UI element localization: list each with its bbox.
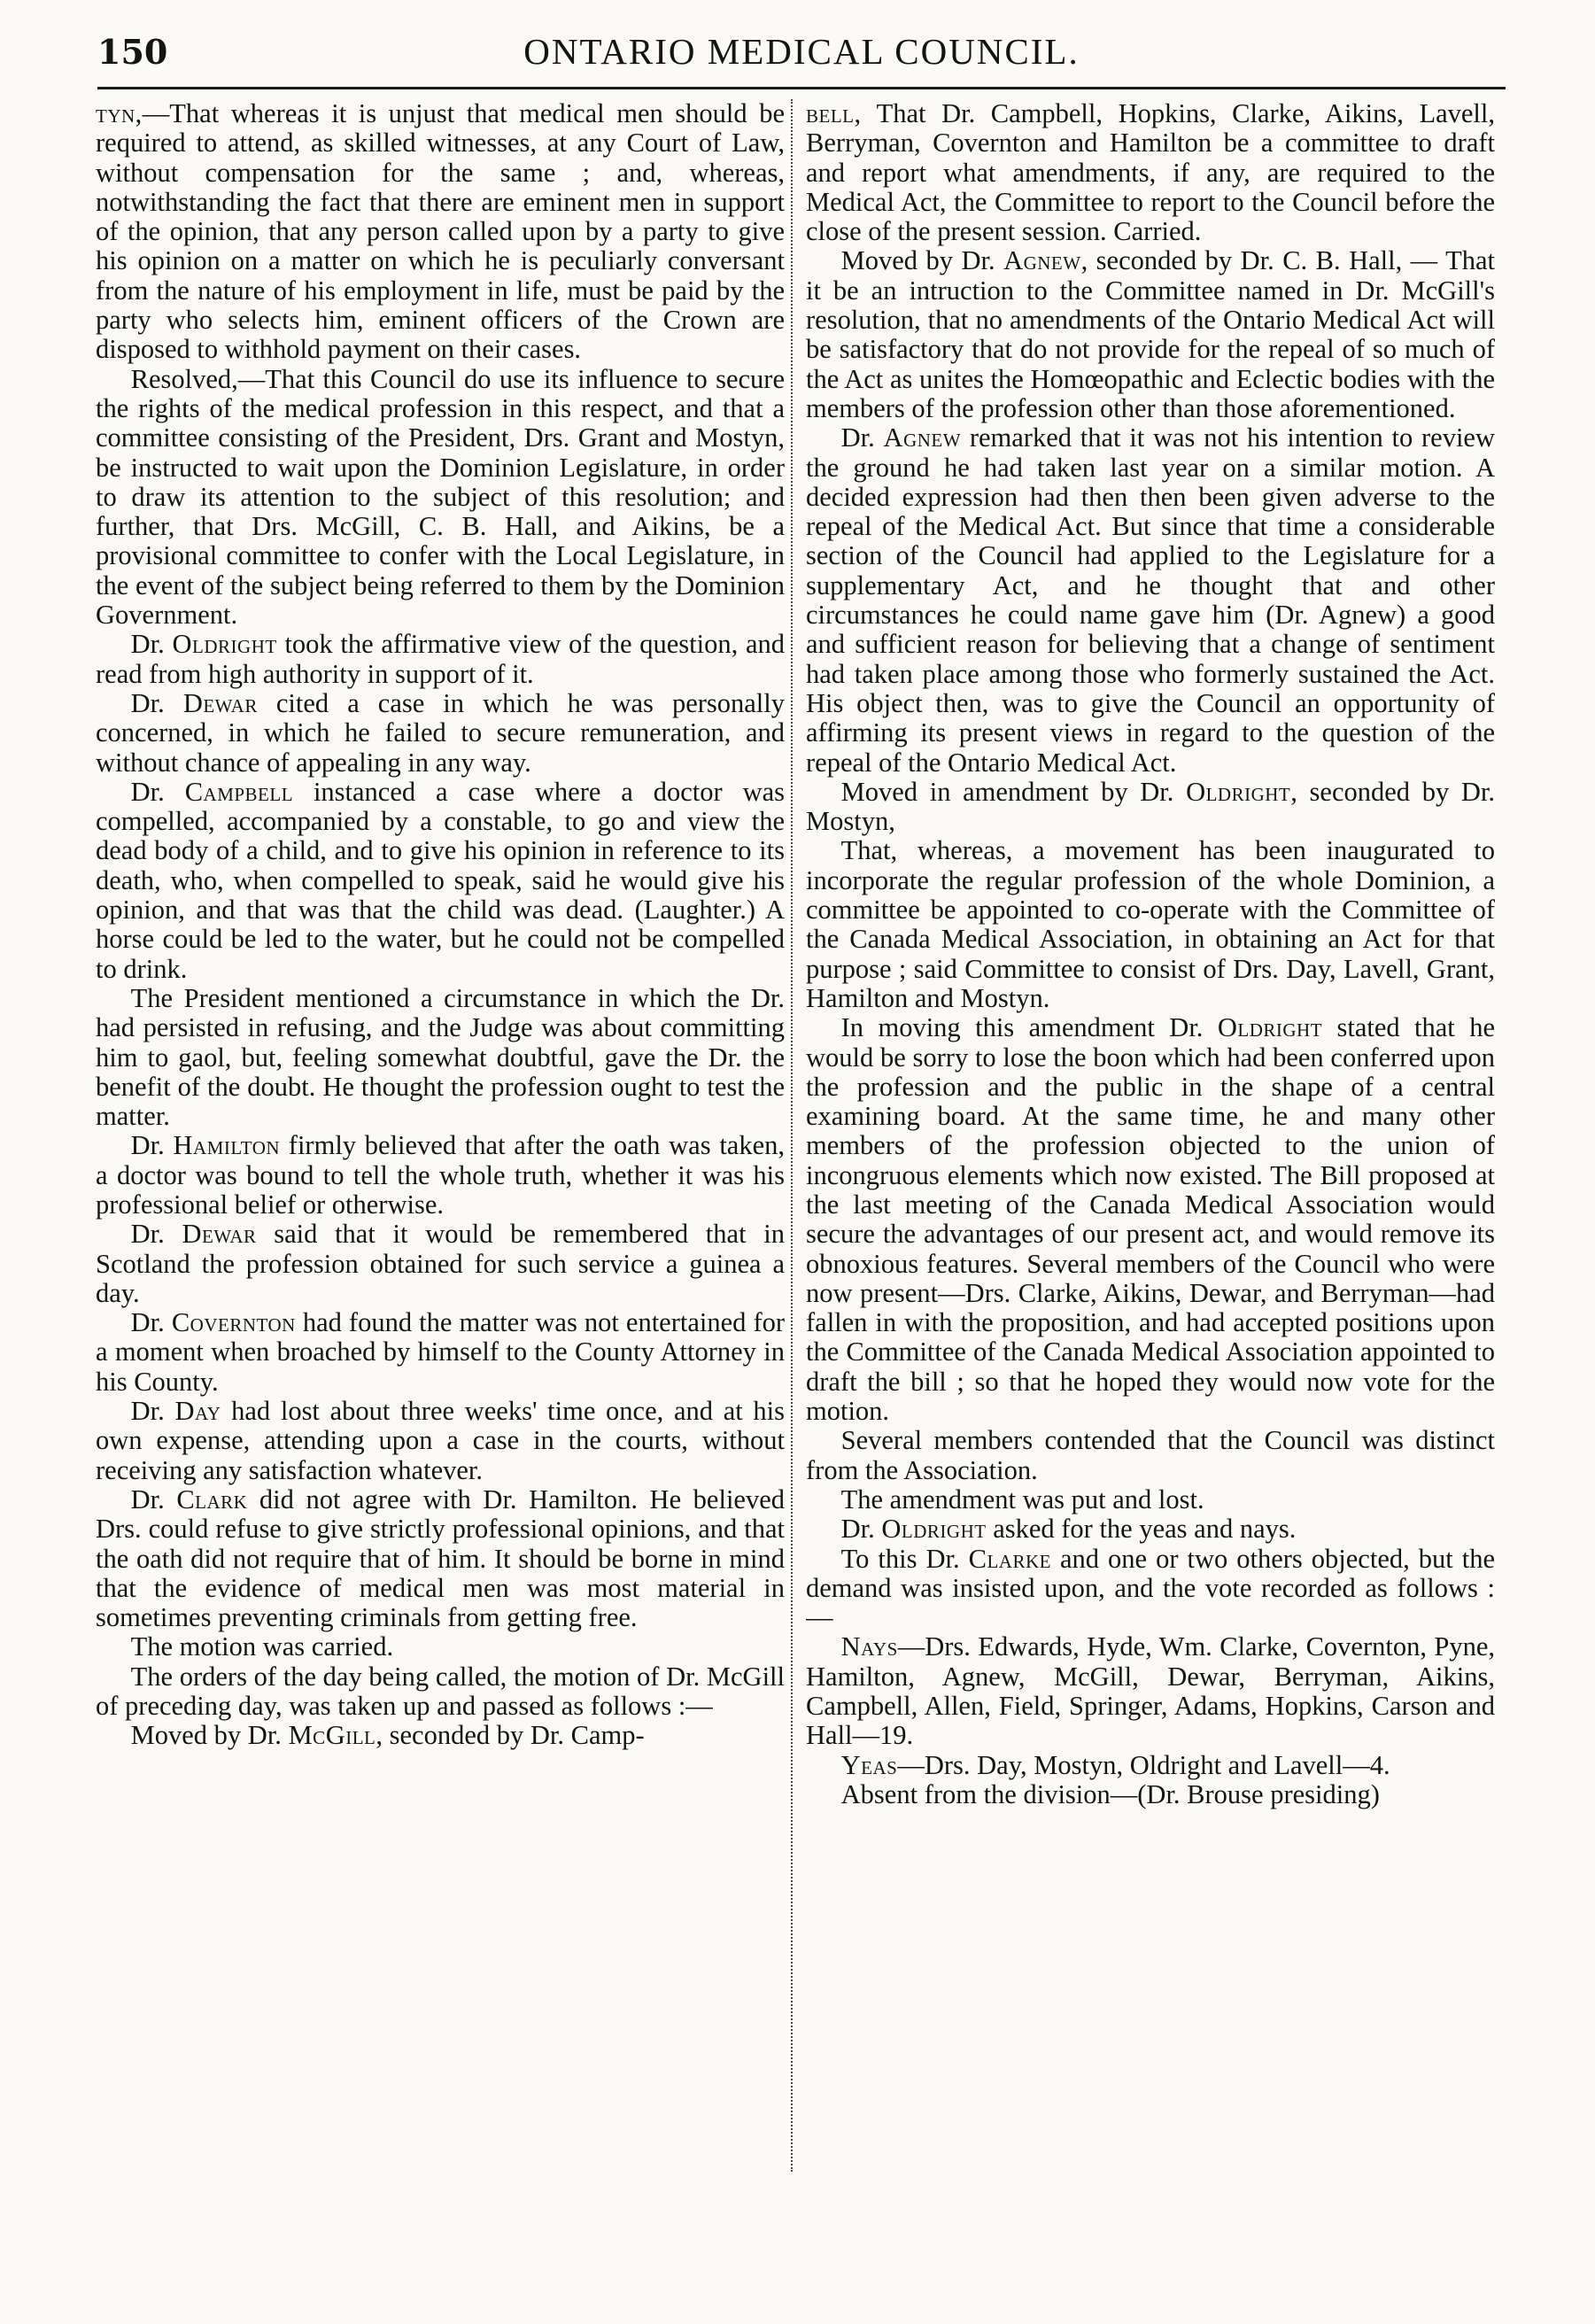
paragraph-text: did not agree with Dr. Hamilton. He believed Drs. could refuse to give strictly professional opinions, and that the oath did not require that of him. It should be borne in mind that the evidence of medical men was most material in sometimes preventing criminals from getting free. [96,1483,785,1633]
paragraph-text: said that it would be remembered that in Scotland the profession obtained for such service a guinea a day. [96,1219,785,1308]
speaker-name: Campbell [184,776,294,807]
page-header [97,27,1506,80]
paragraph-text: Moved by Dr. [130,1720,289,1751]
paragraph-text: , seconded by Dr. C. B. Hall, — That it be an intruction to the Committee named in Dr. McGill's resolution, that no amendments of the Ontario Medical Act will be satisfactory that do not provide for the repeal of so much of the Act as unites the Homœopathic and Eclectic bodies with the members of the profession other than those aforementioned. [806,245,1495,423]
paragraph-text: Dr. [130,687,183,718]
speaker-name: Nays [840,1631,898,1662]
speaker-name: Agnew [1003,245,1081,276]
paragraph [806,246,1495,423]
paragraph-text: stated that he would be sorry to lose the boon which had been conferred upon the profession and the public in the shape of a central examining board. At the same time, he and many other members of the profession objected to the union of incongruous elements which now existed. The Bill proposed at the last meeting of the Canada Medical Association would secure the advantages of our present act, and would remove its obnoxious features. Several members of the Council who were now present—Drs. Clarke, Aikins, Dewar, and Berryman—had fallen in with the proposition, and had accepted positions upon the Committee of the Canada Medical Association appointed to draft the bill ; so that he hoped they would now vote for the motion. [806,1012,1495,1427]
paragraph-text: In moving this amendment Dr. [840,1012,1218,1043]
paragraph [96,365,785,631]
paragraph-text: Several members contended that the Council was distinct from the Association. [806,1425,1495,1485]
paragraph [806,1751,1495,1780]
paragraph [806,1514,1495,1544]
paragraph-text: Moved by Dr. [840,245,1004,276]
paragraph-text: Moved in amendment by Dr. [840,776,1187,807]
paragraph [806,778,1495,837]
paragraph-text: To this Dr. [840,1543,969,1574]
paragraph-text: —Drs. Edwards, Hyde, Wm. Clarke, Covernton, Pyne, Hamilton, Agnew, McGill, Dewar, Berryman, Aikins, Campbell, Allen, Field, Springer, Adams, Hopkins, Carson and Hall—19. [806,1631,1495,1751]
speaker-name: bell, [806,99,862,128]
page-number: 150 [97,32,168,72]
paragraph [806,836,1495,1013]
paragraph-text: —Drs. Day, Mostyn, Oldright and Lavell—4. [897,1749,1390,1780]
paragraph [96,689,785,778]
paragraph-text: That Dr. Campbell, Hopkins, Clarke, Aikins, Lavell, Berryman, Covernton and Hamilton be a committee to draft and report what amendments, if any, are required to the Medical Act, the Committee to report to the Council before the close of the present session. Carried. [806,99,1495,247]
paragraph [96,1131,785,1220]
paragraph-text: Dr. [130,1219,182,1250]
speaker-name: Oldright [881,1514,987,1545]
speaker-name: tyn, [96,99,143,128]
paragraph-text: firmly believed that after the oath was taken, a doctor was bound to tell the whole truth, whether it was his professional belief or otherwise. [96,1130,785,1220]
paragraph-text: and one or two others objected, but the demand was insisted upon, and the vote recorded as follows :— [806,1543,1495,1633]
paragraph [96,1632,785,1662]
speaker-name: McGill [288,1720,376,1751]
paragraph [806,1013,1495,1426]
paragraph-text: instanced a case where a doctor was compelled, accompanied by a constable, to go and view the dead body of a child, and to give his opinion in reference to its death, who, when compelled to speak, said he would give his opinion, and that was that the child was dead. (Laughter.) A horse could be led to the water, but he could not be compelled to drink. [96,776,785,984]
paragraph-text: Dr. [840,422,884,453]
paragraph-text: Dr. [840,1514,882,1545]
paragraph-text: cited a case in which he was personally concerned, in which he failed to secure remuneration, and without chance of appealing in any way. [96,687,785,778]
paragraph-text: The orders of the day being called, the motion of Dr. McGill of preceding day, was taken up and passed as follows :— [96,1661,785,1722]
paragraph-text: , seconded by Dr. Camp- [376,1720,645,1751]
speaker-name: Yeas [840,1749,898,1780]
paragraph-text: had found the matter was not entertained for a moment when broached by himself to the County Attorney in his County. [96,1307,785,1397]
left-column [96,99,785,2172]
paragraph-text: The motion was carried. [130,1631,394,1662]
paragraph [806,1426,1495,1485]
paragraph-text: Dr. [130,629,173,660]
paragraph [96,1308,785,1397]
paragraph-text: remarked that it was not his intention to review the ground he had taken last year on a similar motion. A decided expression had then then been given adverse to the repeal of the Medical Act. But since that time a considerable section of the Council had applied to the Legislature for a supplementary Act, and he thought that and other circumstances he could name gave him (Dr. Agnew) a good and sufficient reason for believing that a change of sentiment had taken place among those who formerly sustained the Act. His object then, was to give the Council an opportunity of affirming its present views in regard to the question of the repeal of the Ontario Medical Act. [806,422,1495,778]
paragraph-text: took the affirmative view of the question, and read from high authority in support of it. [96,629,785,689]
paragraph [96,630,785,689]
paragraph [96,1485,785,1632]
paragraph-text: The amendment was put and lost. [840,1483,1204,1514]
speaker-name: Dewar [182,687,258,718]
paragraph [96,1662,785,1722]
speaker-name: Clarke [968,1543,1051,1574]
column-divider [791,99,793,2172]
paragraph-text: —That whereas it is unjust that medical men should be required to attend, as skilled witnesses, at any Court of Law, without compensation for the same ; and, whereas, notwithstanding the fact that there are eminent men in support of the opinion, that any person called upon by a party to give his opinion on a matter on which he is peculiarly conversant from the nature of his employment in life, must be paid by the party who selects him, eminent officers of the Crown are disposed to withhold payment on their cases. [96,99,785,365]
speaker-name: Oldright [1186,776,1291,807]
header-rule [97,87,1506,89]
paragraph-text: Absent from the division—(Dr. Brouse presiding) [840,1778,1380,1809]
paragraph-text: Dr. [130,1396,175,1427]
paragraph-text: Dr. [130,1130,174,1161]
paragraph-text: asked for the yeas and nays. [986,1514,1297,1545]
paragraph-text: Dr. [130,776,185,807]
paragraph-text: That, whereas, a movement has been inaugurated to incorporate the regular profession of the whole Dominion, a committee be appointed to co-operate with the Committee of the Canada Medical Association, in obtaining an Act for that purpose ; said Committee to consist of Drs. Day, Lavell, Grant, Hamilton and Mostyn. [806,835,1495,1013]
speaker-name: Clark [176,1483,248,1514]
paragraph-text: had lost about three weeks' time once, and at his own expense, attending upon a case in the courts, without receiving any satisfaction whatever. [96,1396,785,1485]
speaker-name: Dewar [182,1219,257,1250]
paragraph-text: , seconded by Dr. Mostyn, [806,776,1495,837]
speaker-name: Covernton [171,1307,296,1338]
paragraph [96,984,785,1131]
paragraph [96,1721,785,1750]
speaker-name: Hamilton [173,1130,281,1161]
paragraph [806,1485,1495,1514]
speaker-name: Agnew [883,422,962,453]
paragraph [806,1780,1495,1809]
paragraph [96,1397,785,1485]
right-column [806,99,1495,2172]
paragraph [96,99,785,365]
paragraph [96,778,785,984]
paragraph-text: Dr. [130,1483,177,1514]
running-title: ONTARIO MEDICAL COUNCIL. [523,31,1080,72]
paragraph [806,423,1495,778]
paragraph [806,99,1495,246]
speaker-name: Day [174,1396,221,1427]
paragraph [806,1632,1495,1750]
speaker-name: Oldright [172,629,277,660]
paragraph [806,1545,1495,1633]
paragraph-text: Resolved,—That this Council do use its influence to secure the rights of the medical profession in this respect, and that a committee consisting of the President, Drs. Grant and Mostyn, be instructed to wait upon the Dominion Legislature, in order to draw its attention to the subject of this resolution; and further, that Drs. McGill, C. B. Hall, and Aikins, be a provisional committee to confer with the Local Legislature, in the event of the subject being referred to them by the Dominion Government. [96,363,785,631]
paragraph-text: The President mentioned a circumstance in which the Dr. had persisted in refusing, and the Judge was about committing him to gaol, but, feeling somewhat doubtful, gave the Dr. the benefit of the doubt. He thought the profession ought to test the matter. [96,982,785,1132]
paragraph-text: Dr. [130,1307,172,1338]
speaker-name: Oldright [1217,1012,1323,1043]
paragraph [96,1220,785,1308]
